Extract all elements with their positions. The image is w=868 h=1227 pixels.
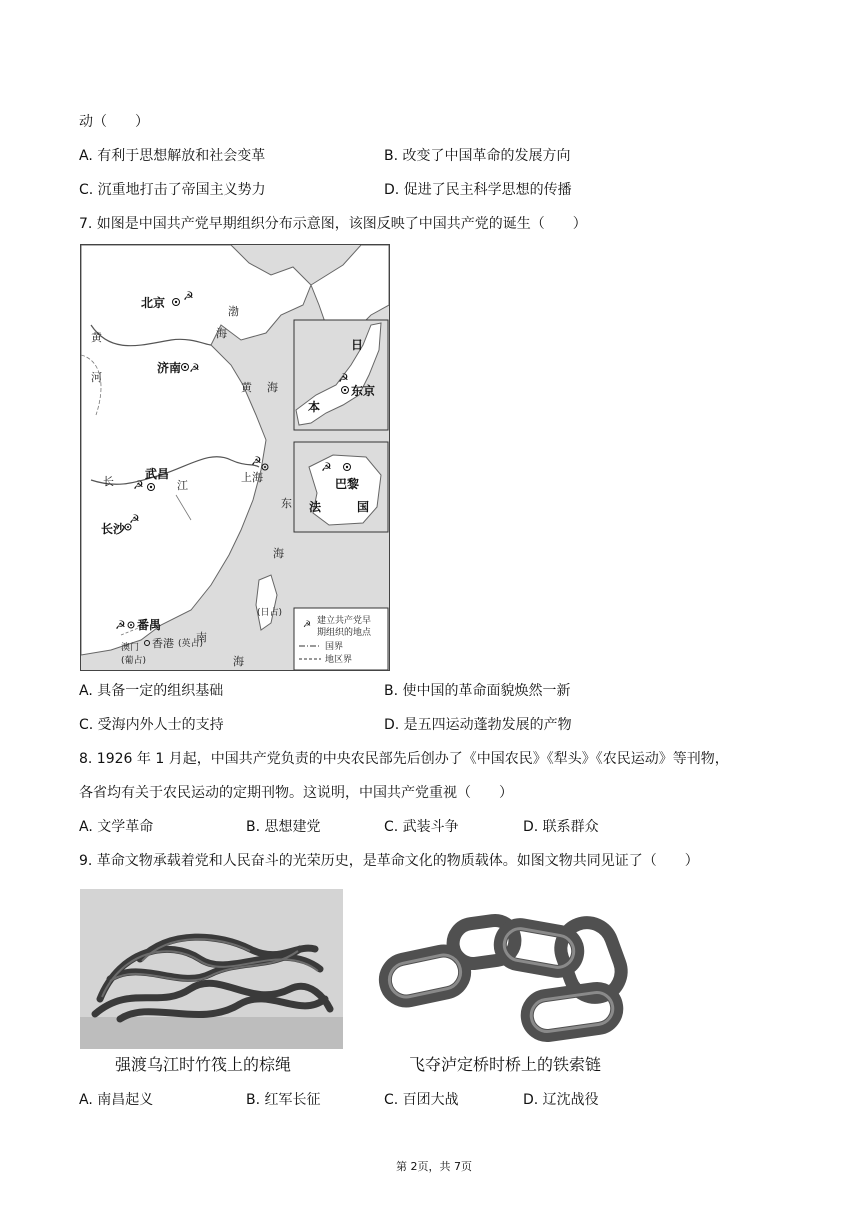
hammer-sickle-icon: ☭ [129,512,140,526]
q7-option-a: A. 具备一定的组织基础 [79,683,224,699]
city-jinan: 济南 [157,361,182,375]
palm-rope-photo [80,889,343,1049]
france-label-1: 法 [309,500,322,514]
city-changsha: 长沙 [101,522,126,536]
river-huang-1: 黄 [91,331,102,344]
river-huang-2: 河 [91,371,102,384]
sea-donghai-2: 海 [273,547,284,560]
city-wuchang: 武昌 [145,467,170,481]
q8-option-c: C. 武装斗争 [384,819,459,835]
page-footer: 第 2页，共 7页 [396,1160,472,1173]
q8-stem-line-2: 各省均有关于农民运动的定期刊物。这说明，中国共产党重视（ ） [79,785,513,801]
q7-stem: 7. 如图是中国共产党早期组织分布示意图，该图反映了中国共产党的诞生（ ） [79,216,587,232]
sea-nanhai-1: 南 [196,631,207,644]
taiwan-label: (日占) [257,608,283,618]
legend-national-border: 国界 [325,642,344,652]
legend-region-border: 地区界 [325,655,353,665]
early-cpc-organizations-map [80,244,390,671]
city-marker-panyu [115,617,161,632]
japan-label-1: 日 [351,338,364,352]
caption-iron-chain: 飞夺泸定桥时桥上的铁索链 [409,1055,602,1074]
q6-option-b: B. 改变了中国革命的发展方向 [384,148,571,164]
q9-option-a: A. 南昌起义 [79,1092,154,1108]
hammer-sickle-icon: ☭ [189,361,200,375]
city-marker-hongkong [145,636,204,650]
q8-option-b: B. 思想建党 [246,819,321,835]
q9-stem: 9. 革命文物承载着党和人民奋斗的光荣历史，是革命文化的物质载体。如图文物共同见证了（ ） [79,853,699,869]
hammer-sickle-icon: ☭ [321,460,332,474]
city-hongkong: 香港 [152,637,174,650]
q9-option-c: C. 百团大战 [384,1092,459,1108]
svg-text:☭: ☭ [303,620,312,630]
hammer-sickle-icon: ☭ [115,618,126,632]
sea-huanghai-2: 海 [267,381,278,394]
q7-option-d: D. 是五四运动蓬勃发展的产物 [384,717,572,733]
q8-option-a: A. 文学革命 [79,819,154,835]
hammer-sickle-icon: ☭ [133,478,144,492]
sea-huanghai-1: 黄 [241,381,252,394]
q8-stem-line-1: 8. 1926 年 1 月起，中国共产党负责的中央农民部先后创办了《中国农民》《犁头》《农民运动》等刊物， [79,751,729,767]
city-tokyo: 东京 [351,384,376,398]
sea-donghai-1: 东 [281,497,292,510]
caption-palm-rope: 强渡乌江时竹筏上的棕绳 [115,1055,292,1074]
legend-marker-label-2: 期组织的地点 [317,628,372,638]
sea-bohai-1: 渤 [228,305,239,318]
q6-option-c: C. 沉重地打击了帝国主义势力 [79,182,266,198]
city-paris: 巴黎 [335,477,360,491]
macau-note: (葡占) [121,656,147,666]
q6-option-a: A. 有利于思想解放和社会变革 [79,148,266,164]
q9-option-d: D. 辽沈战役 [523,1092,599,1108]
iron-chain-photo [375,900,650,1050]
q7-option-c: C. 受海内外人士的支持 [79,717,224,733]
city-macau: 澳门 [121,643,140,653]
japan-label-2: 本 [308,400,321,414]
city-shanghai: 上海 [241,471,263,484]
q8-option-d: D. 联系群众 [523,819,599,835]
hammer-sickle-icon: ☭ [338,371,349,385]
sea-nanhai-2: 海 [233,655,244,668]
river-chang-2: 江 [177,479,188,492]
france-label-2: 国 [357,500,370,514]
city-beijing: 北京 [141,296,166,310]
q9-option-b: B. 红军长征 [246,1092,321,1108]
hammer-sickle-icon: ☭ [183,289,194,303]
river-chang-1: 长 [103,475,114,488]
legend-marker-label-1: 建立共产党早 [317,616,372,626]
map-drawing [81,245,389,670]
hammer-sickle-icon: ☭ [251,454,262,468]
city-panyu: 番禺 [137,618,162,632]
q7-option-b: B. 使中国的革命面貌焕然一新 [384,683,571,699]
rope-image [80,889,343,1049]
city-marker-jinan [157,360,200,375]
q6-stem-tail: 动（ ） [79,114,149,130]
sea-bohai-2: 海 [216,327,227,340]
hongkong-note: (英占) [178,639,204,649]
q6-option-d: D. 促进了民主科学思想的传播 [384,182,572,198]
chain-image [375,900,650,1050]
